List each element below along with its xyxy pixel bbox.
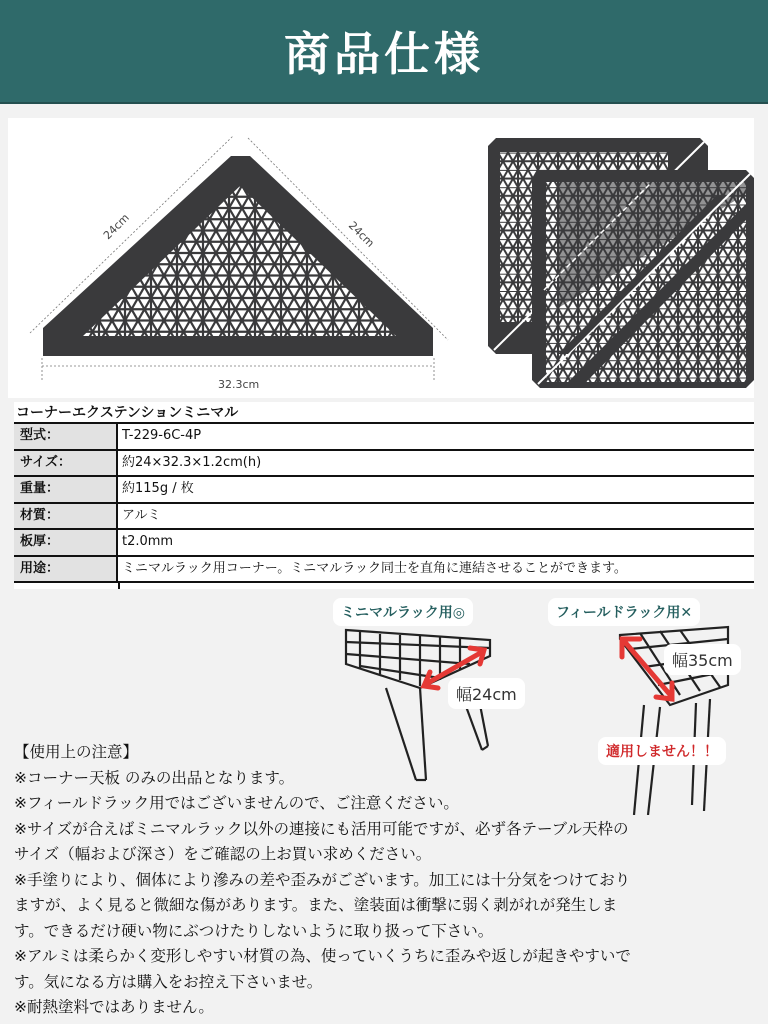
spec-row-material xyxy=(14,504,754,531)
note-line: す。できるだけ硬い物にぶつけたりしないように取り扱って下さい。 xyxy=(14,921,494,940)
minimal-rack-compatible-label: ミニマルラック用◎ xyxy=(333,598,473,626)
usage-notes xyxy=(14,740,758,1021)
note-line: ※アルミは柔らかく変形しやすい材質の為、使っていくうちに歪みや返しが起きやすいで xyxy=(14,947,631,965)
header-banner xyxy=(0,0,768,104)
note-line: ※耐熱塗料ではありません。 xyxy=(14,998,214,1016)
spec-value: ミニマルラック用コーナー。ミニマルラック同士を直角に連結させることができます。 xyxy=(122,560,627,576)
spec-label: サイズ： xyxy=(14,451,118,476)
product-name: コーナーエクステンションミニマル xyxy=(14,402,754,424)
spec-value: T-229-6C-4P xyxy=(122,428,202,443)
spec-label: 材質： xyxy=(14,504,118,529)
notes-heading: 【使用上の注意】 xyxy=(14,743,139,761)
bottom-edge-label: 32.3cm xyxy=(218,378,260,391)
spec-row-thickness xyxy=(14,530,754,557)
spec-row-weight xyxy=(14,477,754,504)
spec-value: 約24×32.3×1.2cm(h) xyxy=(122,454,262,470)
spec-label: 用途： xyxy=(14,557,118,582)
not-applicable-warning: 適用しません！！ xyxy=(598,737,726,765)
note-line: す。気になる方は購入をお控え下さいませ。 xyxy=(14,972,323,991)
product-photo-panel xyxy=(8,118,754,398)
spec-label: 型式： xyxy=(14,424,118,449)
minimal-rack-width-label: 幅24cm xyxy=(448,678,525,709)
note-line: ※サイズが合えばミニマルラック以外の連接にも活用可能ですが、必ず各テーブル天枠の xyxy=(14,819,629,838)
note-line: ますが、よく見ると微細な傷があります。また、塗装面は衝撃に弱く剥がれが発生しま xyxy=(14,896,618,914)
triangle-plate-diagram xyxy=(8,118,468,398)
note-line: ※コーナー天板 のみの出品となります。 xyxy=(14,768,295,787)
note-line: ※フィールドラック用ではございませんので、ご注意ください。 xyxy=(14,794,459,812)
spec-table xyxy=(14,402,754,589)
note-line: ※手塗りにより、個体により滲みの差や歪みがございます。加工には十分気をつけており xyxy=(14,870,631,889)
spec-label: 重量： xyxy=(14,477,118,502)
assembled-squares-photo xyxy=(468,118,754,398)
table-divider xyxy=(14,583,120,589)
note-line: サイズ（幅および深さ）をご確認の上お買い求めください。 xyxy=(14,845,432,863)
spec-row-model xyxy=(14,424,754,451)
spec-label: 板厚： xyxy=(14,530,118,555)
spec-value: 約115g / 枚 xyxy=(122,481,194,496)
field-rack-width-label: 幅35cm xyxy=(664,644,741,675)
page-title: 商品仕様 xyxy=(284,27,484,81)
spec-value: アルミ xyxy=(122,507,161,523)
right-edge-label: 24cm xyxy=(345,218,377,250)
field-rack-incompatible-label: フィールドラック用✕ xyxy=(548,598,700,626)
spec-row-size xyxy=(14,451,754,478)
spec-value: t2.0mm xyxy=(122,534,174,549)
spec-row-usage xyxy=(14,557,754,584)
left-edge-label: 24cm xyxy=(100,211,132,243)
